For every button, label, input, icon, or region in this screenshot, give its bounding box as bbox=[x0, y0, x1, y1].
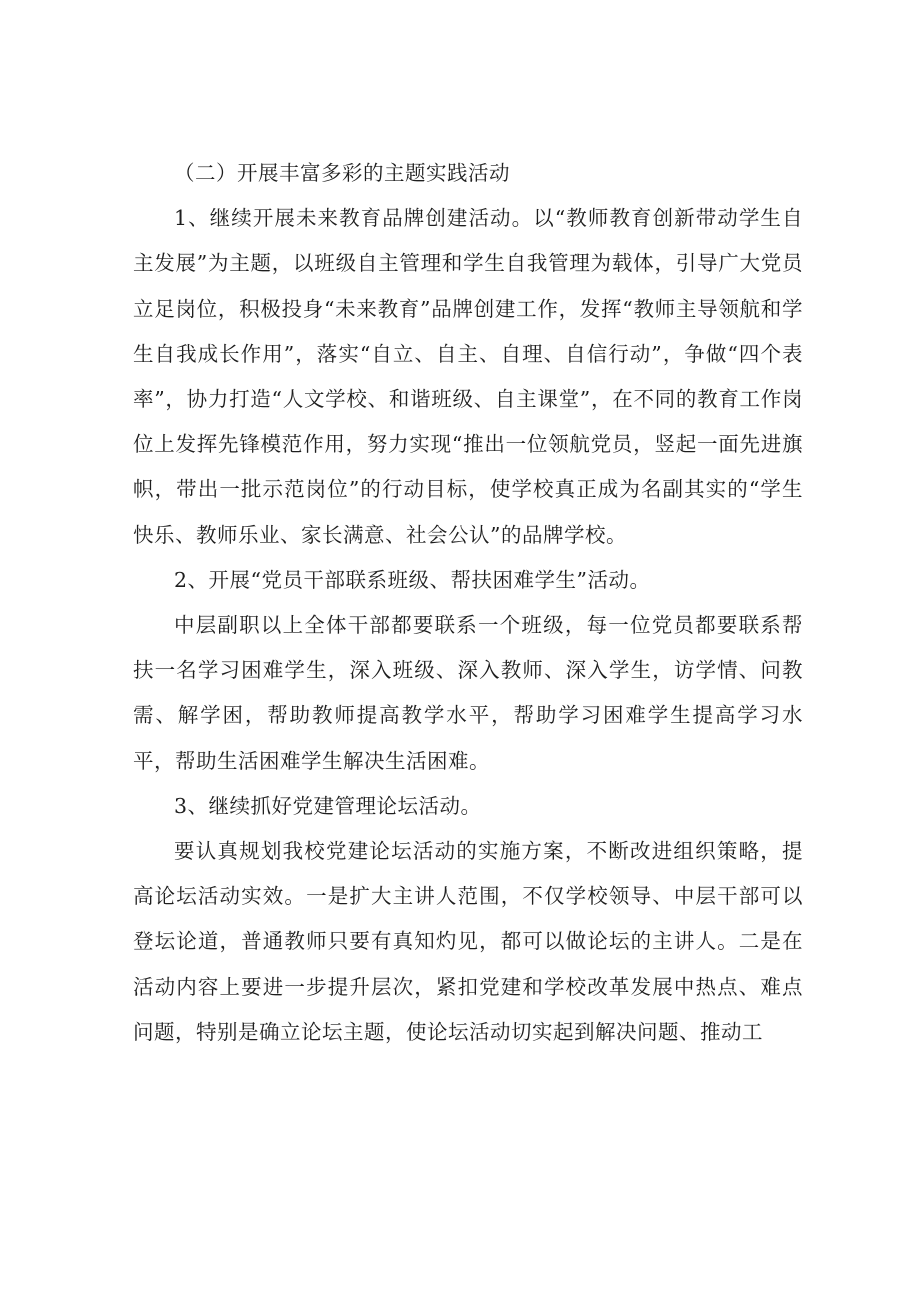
paragraph-item-2-title: 2、开展“党员干部联系班级、帮扶困难学生”活动。 bbox=[174, 567, 651, 592]
paragraph-item-3-title: 3、继续抓好党建管理论坛活动。 bbox=[174, 793, 482, 818]
paragraph-item-1: 1、继续开展未来教育品牌创建活动。以“教师教育创新带动学生自主发展”为主题，以班级自主管理和学生自我管理为载体，引导广大党员立足岗位，积极投身“未来教育”品牌创建工作，发挥“教师主导领航和学生自我成长作用”，落实“自立、自主、自理、自信行动”，争做“四个表率”，协力打造“人文学校、和谐班级、自主课堂”，在不同的教育工作岗位上发挥先锋模范作用，努力实现“推出一位领航党员，竖起一面先进旗帜，带出一批示范岗位”的行动目标，使学校真正成为名副其实的“学生快乐、教师乐业、家长满意、社会公认”的品牌学校。 bbox=[133, 206, 803, 547]
document-body bbox=[133, 151, 803, 1055]
section-heading: （二）开展丰富多彩的主题实践活动 bbox=[174, 161, 510, 185]
paragraph-item-2-body: 中层副职以上全体干部都要联系一个班级，每一位党员都要联系帮扶一名学习困难学生，深入班级、深入教师、深入学生，访学情、问教需、解学困，帮助教师提高教学水平，帮助学习困难学生提高学习水平，帮助生活困难学生解决生活困难。 bbox=[133, 613, 803, 773]
paragraph-item-3-body: 要认真规划我校党建论坛活动的实施方案，不断改进组织策略，提高论坛活动实效。一是扩大主讲人范围，不仅学校领导、中层干部可以登坛论道，普通教师只要有真知灼见，都可以做论坛的主讲人。二是在活动内容上要进一步提升层次，紧扣党建和学校改革发展中热点、难点问题，特别是确立论坛主题，使论坛活动切实起到解决问题、推动工 bbox=[133, 839, 803, 1044]
